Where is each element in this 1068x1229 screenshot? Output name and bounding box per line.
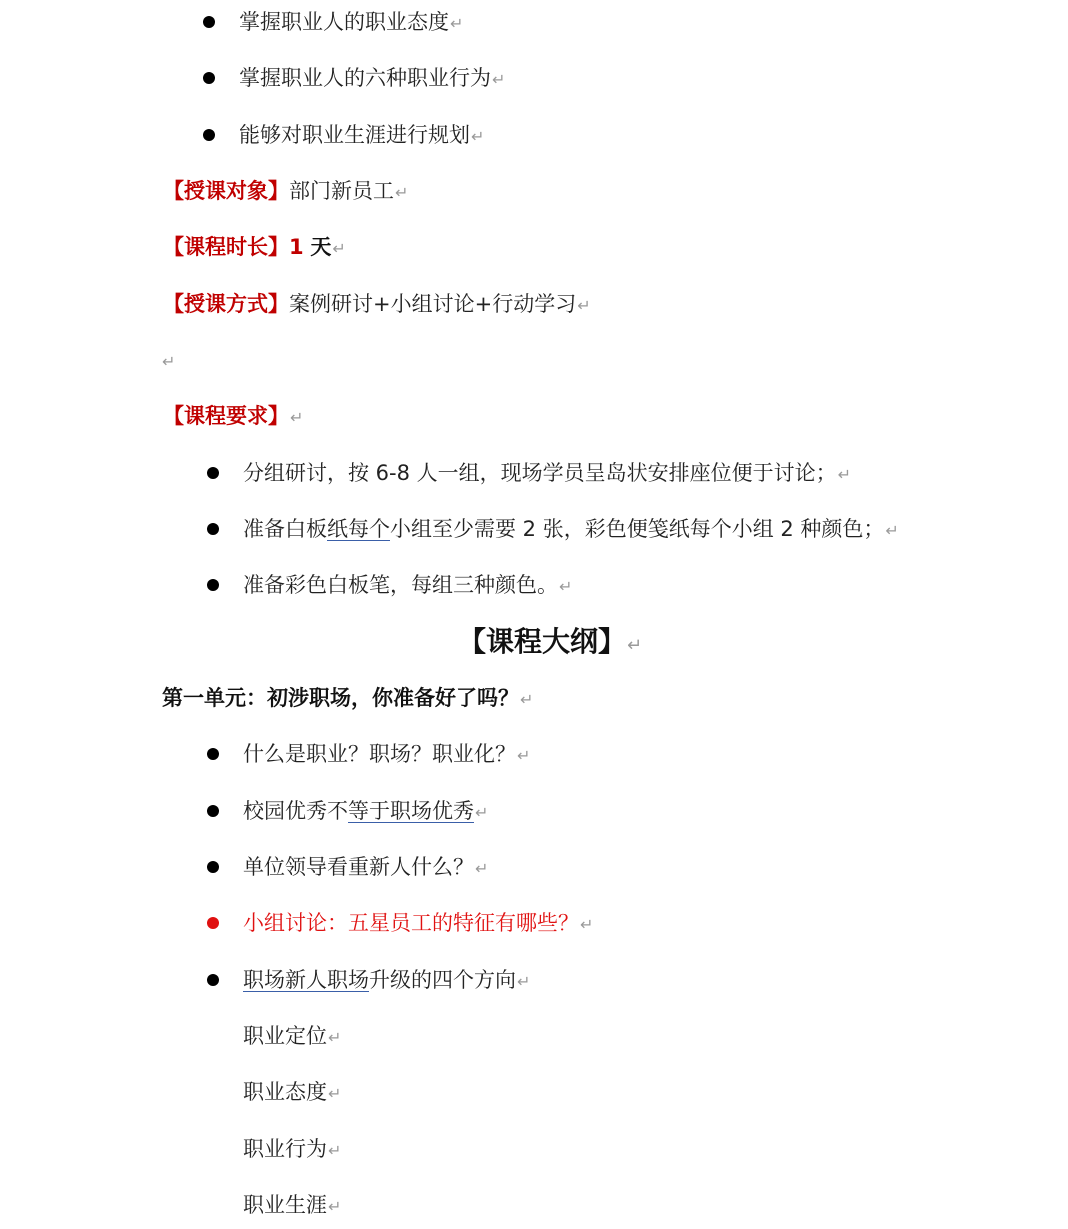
paragraph-mark-icon: ↵ [517,972,531,991]
sub-item-text: 职业生涯 [243,1193,327,1217]
audience-label: 【授课对象】 [163,179,289,203]
outline-text: 单位领导看重新人什么？ [243,855,474,879]
bullet-dot [207,974,219,986]
outline-text: 升级的四个方向 [369,968,516,992]
sub-item-text: 职业行为 [243,1137,327,1161]
paragraph-mark-icon: ↵ [580,915,594,934]
objective-text: 能够对职业生涯进行规划 [239,123,470,147]
requirement-underlined-text: 纸每个 [327,517,390,541]
paragraph-mark-icon: ↵ [837,465,852,484]
bullet-dot [207,805,219,817]
paragraph-mark-icon: ↵ [885,521,899,540]
requirements-label: 【课程要求】 [163,404,289,428]
method-label: 【授课方式】 [163,292,289,316]
outline-underlined-text: 职场新人职场 [243,968,369,992]
bullet-dot [207,748,219,760]
requirement-text: 准备白板 [243,517,327,541]
paragraph-mark-icon: ↵ [520,690,534,709]
duration-unit: 天 [310,235,332,259]
duration-label: 【课程时长】 [163,235,289,259]
unit-title: 第一单元：初涉职场，你准备好了吗？ [162,686,519,710]
outline-underlined-text: 等于职场优秀 [348,799,474,823]
paragraph-mark-icon: ↵ [332,239,346,258]
bullet-dot [207,579,219,591]
requirement-text: 小组至少需要 2 张，彩色便笺纸每个小组 2 种颜色； [390,517,885,541]
paragraph-mark-icon: ↵ [492,70,506,89]
bullet-dot [207,917,219,929]
outline-text: 什么是职业？职场？职业化？ [243,742,516,766]
audience-value: 部门新员工 [289,179,394,203]
method-value: 案例研讨+小组讨论+行动学习 [289,292,577,316]
bullet-dot [203,16,215,28]
paragraph-mark-icon: ↵ [395,183,409,202]
paragraph-mark-icon: ↵ [627,635,643,656]
objective-text: 掌握职业人的职业态度 [239,10,449,34]
bullet-dot [203,72,215,84]
paragraph-mark-icon: ↵ [471,127,485,146]
sub-item-text: 职业态度 [243,1080,327,1104]
paragraph-mark-icon: ↵ [450,14,464,33]
paragraph-mark-icon: ↵ [328,1141,342,1160]
sub-item-text: 职业定位 [243,1024,327,1048]
requirement-text: 准备彩色白板笔，每组三种颜色。 [243,573,558,597]
duration-number: 1 [289,235,304,259]
requirement-text: 分组研讨，按 6-8 人一组，现场学员呈岛状安排座位便于讨论； [243,461,837,485]
paragraph-mark-icon: ↵ [577,296,591,315]
bullet-dot [203,129,215,141]
paragraph-mark-icon: ↵ [517,746,531,765]
bullet-dot [207,467,219,479]
paragraph-mark-icon: ↵ [328,1084,342,1103]
paragraph-mark-icon: ↵ [162,352,176,371]
paragraph-mark-icon: ↵ [475,803,489,822]
bullet-dot [207,861,219,873]
paragraph-mark-icon: ↵ [328,1197,342,1216]
discussion-text: 小组讨论：五星员工的特征有哪些？ [243,911,579,935]
paragraph-mark-icon: ↵ [475,859,489,878]
outline-heading: 【课程大纲】 [458,625,627,658]
outline-text: 校园优秀不 [243,799,348,823]
paragraph-mark-icon: ↵ [290,408,304,427]
paragraph-mark-icon: ↵ [559,577,573,596]
objective-text: 掌握职业人的六种职业行为 [239,66,491,90]
paragraph-mark-icon: ↵ [328,1028,342,1047]
bullet-dot [207,523,219,535]
